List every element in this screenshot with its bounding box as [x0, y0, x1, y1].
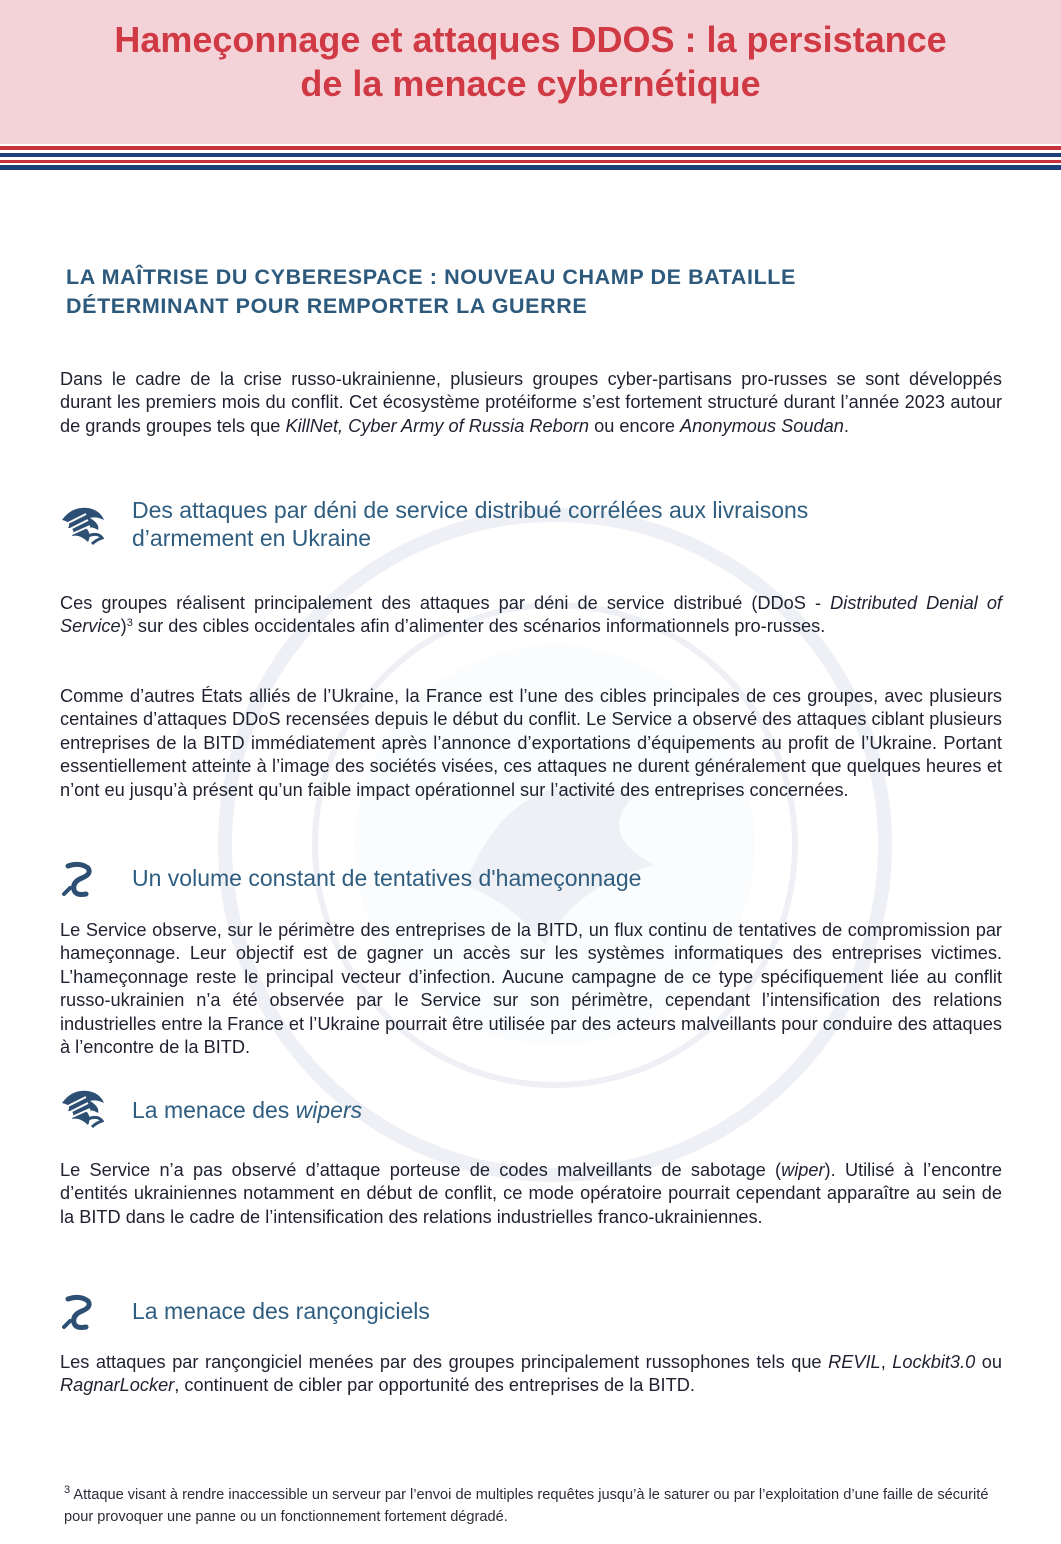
ddos-p1-b: sur des cibles occidentales afin d’alimenter des scénarios informationnels pro-russes.: [132, 616, 826, 637]
ddos-p1-close: ): [120, 616, 127, 637]
wipers-heading-em: wipers: [295, 1097, 363, 1123]
ddos-p1-a: Ces groupes réalisent principalement des attaques par déni de service distribué (DDoS -: [60, 593, 831, 613]
ddos-heading-line-1: Des attaques par déni de service distribué corrélées aux livraisons: [132, 497, 809, 523]
wipers-paragraph: [60, 1159, 1002, 1229]
footnote-text: Attaque visant à rendre inaccessible un serveur par l’envoi de multiples requêtes jusqu’à le saturer ou par l’exploitation d’une faille de sécurité pour provoquer une panne ou un fonctionnement fortement dégradé.: [64, 1487, 989, 1525]
footnote-mark: 3: [64, 1484, 71, 1496]
ddos-paragraph-2: Comme d’autres États alliés de l’Ukraine, la France est l’une des cibles principales de ces groupes, avec plusieurs centaines d’attaques DDoS recensées depuis le début du conflit. Le Service a observé des attaques ciblant plusieurs entreprises de la BITD immédiatement après l’annonce d’exportations d’équipements au profit de l’Ukraine. Portant essentiellement atteinte à l’image des sociétés visées, ces attaques ne durent généralement que quelques heures et n’ont eu jusqu’à présent qu’un faible impact opérationnel sur l’activité des entreprises concernées.: [60, 686, 1002, 800]
page-title-line-1: Hameçonnage et attaques DDOS : la persistance: [114, 19, 947, 60]
intro-text: Dans le cadre de la crise russo-ukrainienne, plusieurs groupes cyber-partisans pro-russes se sont développés durant les premiers mois du conflit. Cet écosystème protéiforme s’est fortement structuré durant l’année 2023 autour de grands groupes tels que: [60, 369, 1002, 436]
page-title: [0, 18, 1061, 106]
ransomware-sep-1: ,: [880, 1352, 893, 1372]
wipers-text-a: Le Service n’a pas observé d’attaque porteuse de codes malveillants de sabotage (: [60, 1160, 782, 1180]
hook-icon: [58, 1293, 98, 1333]
intro-end: .: [843, 415, 849, 436]
wipers-heading: [132, 1096, 992, 1124]
intro-or: ou encore: [589, 415, 681, 436]
wipers-heading-text: La menace des: [132, 1097, 296, 1123]
header-stripe-blue: [0, 153, 1061, 157]
header-stripe-red-2: [0, 160, 1061, 163]
ddos-paragraph-1: [60, 592, 1002, 639]
ransomware-group-3: RagnarLocker: [60, 1375, 175, 1396]
ddos-heading-line-2: d’armement en Ukraine: [132, 525, 372, 551]
eagle-head-icon: [58, 500, 108, 550]
ransomware-group-2: Lockbit3.0: [892, 1352, 976, 1372]
eagle-head-icon: [58, 1083, 108, 1133]
section-title: [66, 263, 966, 321]
wipers-text-em: wiper: [781, 1160, 825, 1180]
hook-icon: [58, 860, 98, 900]
phishing-heading: Un volume constant de tentatives d'hameçonnage: [132, 865, 642, 891]
section-title-line-2: DÉTERMINANT POUR REMPORTER LA GUERRE: [66, 294, 588, 318]
header-banner: [0, 0, 1061, 144]
section-title-line-1: LA MAÎTRISE DU CYBERESPACE : NOUVEAU CHAMP DE BATAILLE: [66, 265, 796, 289]
ransomware-text-b: , continuent de cibler par opportunité des entreprises de la BITD.: [174, 1375, 695, 1396]
ddos-p1-term: Distributed Denial of Service: [60, 593, 1002, 637]
header-stripe-blue-2: [0, 165, 1061, 170]
page-title-line-2: de la menace cybernétique: [300, 63, 761, 104]
footnote-ref: 3: [126, 617, 133, 630]
ransomware-sep-2: ou: [975, 1352, 1002, 1372]
wipers-text-b: ). Utilisé à l’encontre d’entités ukrainiennes notamment en début de conflit, ce mode opératoire pourrait cependant apparaître au sein de la BITD dans le cadre de l’intensification des relations industrielles franco-ukrainiennes.: [60, 1160, 1002, 1227]
header-stripe-red: [0, 146, 1061, 150]
footnote: [64, 1484, 1004, 1528]
ransomware-heading: La menace des rançongiciels: [132, 1298, 430, 1324]
ddos-heading: [132, 496, 992, 552]
ransomware-group-1: REVIL: [828, 1352, 881, 1372]
ransomware-text-a: Les attaques par rançongiciel menées par des groupes principalement russophones tels que: [60, 1352, 829, 1372]
ransomware-paragraph: [60, 1351, 1002, 1398]
intro-groups: KillNet, Cyber Army of Russia Reborn: [285, 415, 590, 436]
phishing-paragraph: Le Service observe, sur le périmètre des entreprises de la BITD, un flux continu de tentatives de compromission par hameçonnage. Leur objectif est de gagner un accès sur les systèmes informatiques des entreprises victimes. L’hameçonnage reste le principal vecteur d’infection. Aucune campagne de ce type spécifiquement liée au conflit russo-ukrainien n’a été observée par le Service sur son périmètre, cependant l’intensification des relations industrielles entre la France et l’Ukraine pourrait être utilisée par des acteurs malveillants pour conduire des attaques à l’encontre de la BITD.: [60, 920, 1002, 1058]
intro-group-last: Anonymous Soudan: [680, 415, 844, 436]
intro-paragraph: [60, 368, 1002, 438]
